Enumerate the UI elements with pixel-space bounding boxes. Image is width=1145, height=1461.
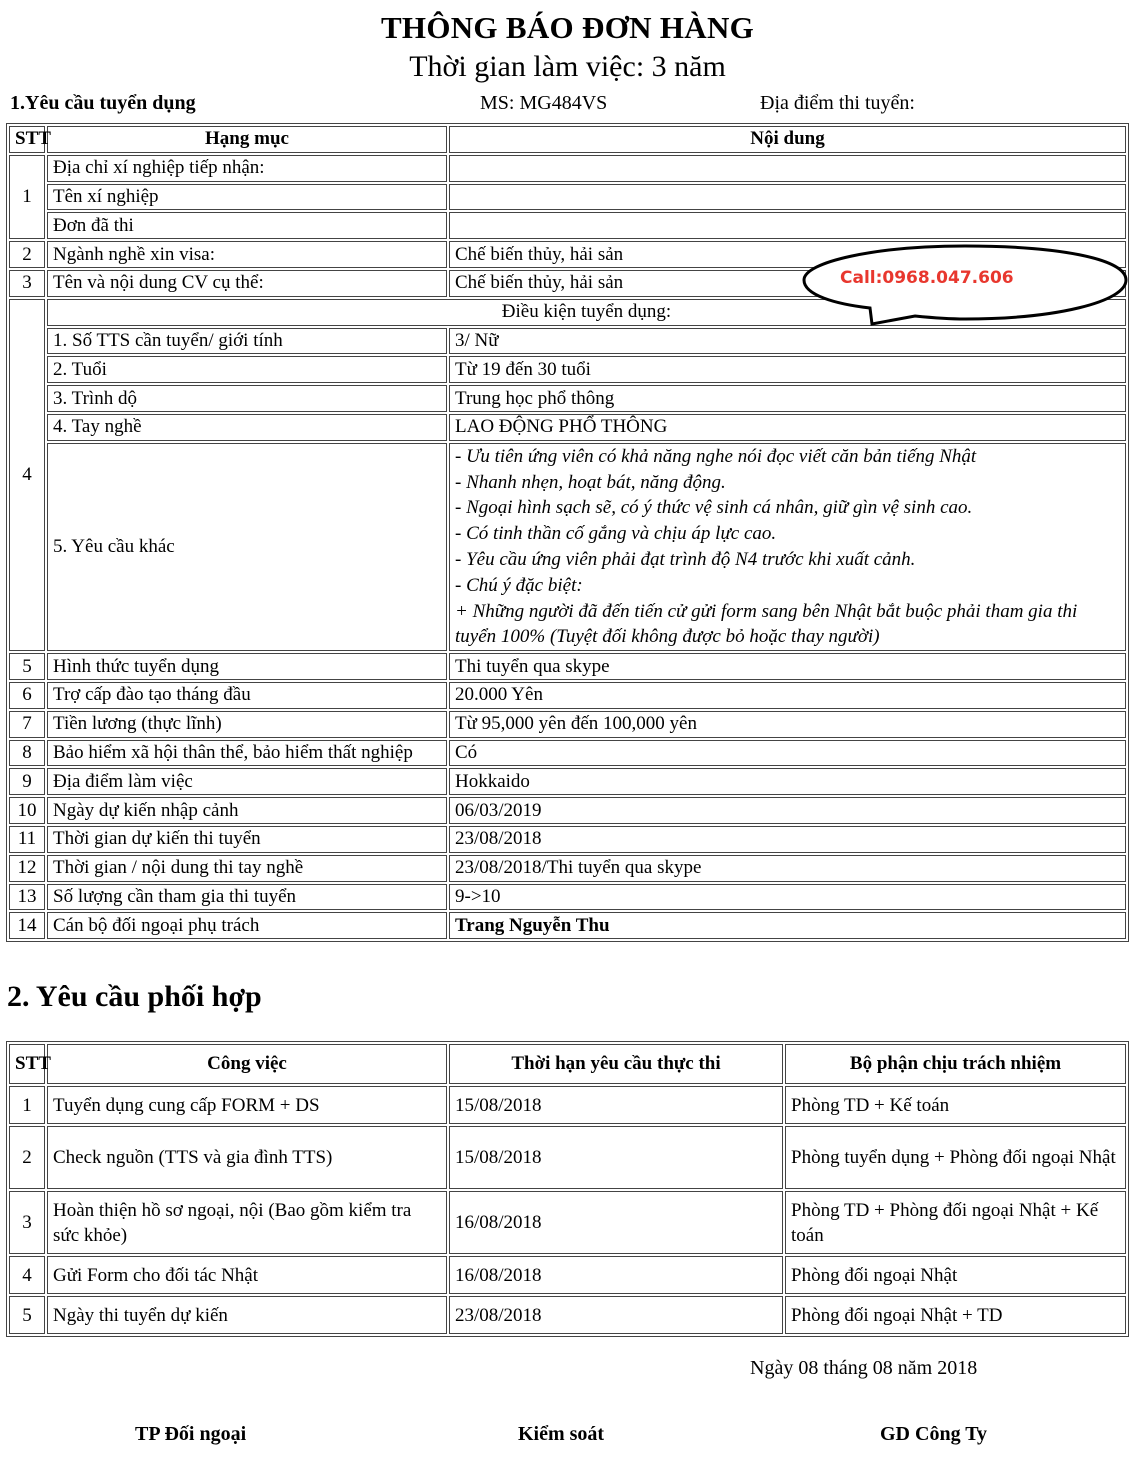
row-number: 10 bbox=[9, 797, 45, 824]
header-task: Công việc bbox=[47, 1044, 447, 1084]
row-content: Hokkaido bbox=[449, 768, 1126, 795]
header-department: Bộ phận chịu trách nhiệm bbox=[785, 1044, 1126, 1084]
row-number: 1 bbox=[9, 1086, 45, 1124]
other-requirements-content bbox=[449, 443, 1126, 651]
header-content: Nội dung bbox=[449, 126, 1126, 153]
row-task: Gửi Form cho đối tác Nhật bbox=[47, 1256, 447, 1294]
table-row bbox=[9, 682, 1126, 709]
row-task: Hoàn thiện hồ sơ ngoại, nội (Bao gồm kiểm tra sức khỏe) bbox=[47, 1191, 447, 1254]
row-content: Có bbox=[449, 740, 1126, 767]
signature-foreign-affairs: TP Đối ngoại bbox=[135, 1423, 247, 1445]
row-number: 2 bbox=[9, 1126, 45, 1189]
requirement-line: - Ưu tiên ứng viên có khả năng nghe nói đọc viết căn bản tiếng Nhật bbox=[455, 445, 977, 467]
row-item: Bảo hiểm xã hội thân thể, bảo hiểm thất nghiệp bbox=[47, 740, 447, 767]
signature-control: Kiểm soát bbox=[518, 1423, 605, 1445]
requirement-line: - Chú ý đặc biệt: bbox=[455, 574, 583, 596]
requirement-line: - Có tinh thần cố gắng và chịu áp lực cao. bbox=[455, 523, 777, 545]
row-item: Trợ cấp đào tạo tháng đầu bbox=[47, 682, 447, 709]
row-content: Trang Nguyễn Thu bbox=[449, 912, 1126, 939]
row-department: Phòng TD + Phòng đối ngoại Nhật + Kế toán bbox=[785, 1191, 1126, 1254]
table-row bbox=[9, 740, 1126, 767]
document-subtitle: Thời gian làm việc: 3 năm bbox=[409, 50, 726, 83]
order-code: MS: MG484VS bbox=[480, 92, 608, 114]
row-number: 2 bbox=[9, 241, 45, 268]
table-row bbox=[9, 1126, 1126, 1189]
requirement-line: + Những người đã đến tiến cử gửi form sang bên Nhật bắt buộc phải tham gia thi tuyển 100% (Tuyệt đối không được bỏ hoặc thay người) bbox=[455, 600, 1078, 648]
table-row bbox=[9, 443, 1126, 651]
row-item: Thời gian / nội dung thi tay nghề bbox=[47, 855, 447, 882]
section-1-heading: 1.Yêu cầu tuyển dụng bbox=[10, 92, 196, 114]
table-row bbox=[9, 1086, 1126, 1124]
row-department: Phòng đối ngoại Nhật bbox=[785, 1256, 1126, 1294]
row-number: 4 bbox=[9, 1256, 45, 1294]
row-number: 11 bbox=[9, 826, 45, 853]
requirement-line: - Yêu cầu ứng viên phải đạt trình độ N4 trước khi xuất cảnh. bbox=[455, 548, 916, 570]
header-stt: STT bbox=[9, 1044, 45, 1084]
table-row bbox=[9, 155, 1126, 182]
row-item: Địa chỉ xí nghiệp tiếp nhận: bbox=[47, 155, 447, 182]
row-number: 6 bbox=[9, 682, 45, 709]
row-item: Tiền lương (thực lĩnh) bbox=[47, 711, 447, 738]
table-row bbox=[9, 826, 1126, 853]
coordination-table bbox=[6, 1041, 1129, 1337]
row-number: 5 bbox=[9, 1296, 45, 1334]
row-task: Check nguồn (TTS và gia đình TTS) bbox=[47, 1126, 447, 1189]
row-number: 14 bbox=[9, 912, 45, 939]
row-task: Tuyển dụng cung cấp FORM + DS bbox=[47, 1086, 447, 1124]
table-header-row bbox=[9, 1044, 1126, 1084]
call-phone-number: Call:0968.047.606 bbox=[840, 268, 1014, 288]
row-department: Phòng tuyển dụng + Phòng đối ngoại Nhật bbox=[785, 1126, 1126, 1189]
row-content: LAO ĐỘNG PHỔ THÔNG bbox=[449, 414, 1126, 441]
row-number: 13 bbox=[9, 884, 45, 911]
requirement-line: - Nhanh nhẹn, hoạt bát, năng động. bbox=[455, 471, 726, 493]
row-number: 8 bbox=[9, 740, 45, 767]
row-item: Tên xí nghiệp bbox=[47, 184, 447, 211]
table-row bbox=[9, 385, 1126, 412]
row-item: 5. Yêu cầu khác bbox=[47, 443, 447, 651]
row-content bbox=[449, 212, 1126, 239]
row-content: 23/08/2018 bbox=[449, 826, 1126, 853]
row-item: 4. Tay nghề bbox=[47, 414, 447, 441]
row-content: Thi tuyển qua skype bbox=[449, 653, 1126, 680]
table-row bbox=[9, 711, 1126, 738]
table-row bbox=[9, 1296, 1126, 1334]
row-item: 2. Tuổi bbox=[47, 356, 447, 383]
table-row bbox=[9, 1191, 1126, 1254]
header-item: Hạng mục bbox=[47, 126, 447, 153]
row-item: 1. Số TTS cần tuyển/ giới tính bbox=[47, 328, 447, 355]
row-item: Địa điểm làm việc bbox=[47, 768, 447, 795]
row-deadline: 16/08/2018 bbox=[449, 1191, 783, 1254]
table-row bbox=[9, 328, 1126, 355]
table-header-row bbox=[9, 126, 1126, 153]
row-item: Số lượng cần tham gia thi tuyển bbox=[47, 884, 447, 911]
row-number: 3 bbox=[9, 270, 45, 297]
table-row bbox=[9, 884, 1126, 911]
row-item: Ngành nghề xin visa: bbox=[47, 241, 447, 268]
section-2-heading: 2. Yêu cầu phối hợp bbox=[7, 980, 262, 1013]
row-number: 3 bbox=[9, 1191, 45, 1254]
row-item: Cán bộ đối ngoại phụ trách bbox=[47, 912, 447, 939]
row-number: 9 bbox=[9, 768, 45, 795]
table-row bbox=[9, 855, 1126, 882]
table-row bbox=[9, 653, 1126, 680]
row-content: Chế biến thủy, hải sản bbox=[449, 270, 1126, 297]
signature-director: GD Công Ty bbox=[880, 1423, 988, 1445]
row-content: 20.000 Yên bbox=[449, 682, 1126, 709]
exam-location-label: Địa điểm thi tuyển: bbox=[760, 92, 915, 114]
row-content: Từ 95,000 yên đến 100,000 yên bbox=[449, 711, 1126, 738]
document-title: THÔNG BÁO ĐƠN HÀNG bbox=[380, 10, 755, 45]
table-row bbox=[9, 356, 1126, 383]
document-date: Ngày 08 tháng 08 năm 2018 bbox=[750, 1357, 978, 1379]
row-department: Phòng đối ngoại Nhật + TD bbox=[785, 1296, 1126, 1334]
row-number: 5 bbox=[9, 653, 45, 680]
row-content bbox=[449, 155, 1126, 182]
row-deadline: 16/08/2018 bbox=[449, 1256, 783, 1294]
row-content: Chế biến thủy, hải sản bbox=[449, 241, 1126, 268]
row-item: Ngày dự kiến nhập cảnh bbox=[47, 797, 447, 824]
header-stt: STT bbox=[9, 126, 45, 153]
row-item: 3. Trình dộ bbox=[47, 385, 447, 412]
header-deadline: Thời hạn yêu cầu thực thi bbox=[449, 1044, 783, 1084]
row-item: Thời gian dự kiến thi tuyển bbox=[47, 826, 447, 853]
row-deadline: 15/08/2018 bbox=[449, 1086, 783, 1124]
table-row bbox=[9, 184, 1126, 211]
row-content: 06/03/2019 bbox=[449, 797, 1126, 824]
table-row bbox=[9, 212, 1126, 239]
row-number: 7 bbox=[9, 711, 45, 738]
table-row bbox=[9, 768, 1126, 795]
row-number: 4 bbox=[9, 299, 45, 651]
row-content: 9->10 bbox=[449, 884, 1126, 911]
row-content: Trung học phổ thông bbox=[449, 385, 1126, 412]
row-item: Tên và nội dung CV cụ thể: bbox=[47, 270, 447, 297]
row-content bbox=[449, 184, 1126, 211]
table-row bbox=[9, 912, 1126, 939]
row-task: Ngày thi tuyển dự kiến bbox=[47, 1296, 447, 1334]
row-number: 1 bbox=[9, 155, 45, 239]
conditions-heading: Điều kiện tuyển dụng: bbox=[47, 299, 1126, 326]
table-row bbox=[9, 1256, 1126, 1294]
row-content: 23/08/2018/Thi tuyển qua skype bbox=[449, 855, 1126, 882]
row-department: Phòng TD + Kế toán bbox=[785, 1086, 1126, 1124]
table-row bbox=[9, 797, 1126, 824]
row-content: Từ 19 đến 30 tuổi bbox=[449, 356, 1126, 383]
row-item: Hình thức tuyển dụng bbox=[47, 653, 447, 680]
row-number: 12 bbox=[9, 855, 45, 882]
row-content: 3/ Nữ bbox=[449, 328, 1126, 355]
requirement-line: - Ngoại hình sạch sẽ, có ý thức vệ sinh cá nhân, giữ gìn vệ sinh cao. bbox=[455, 497, 973, 519]
row-deadline: 15/08/2018 bbox=[449, 1126, 783, 1189]
table-row bbox=[9, 414, 1126, 441]
row-deadline: 23/08/2018 bbox=[449, 1296, 783, 1334]
row-item: Đơn đã thi bbox=[47, 212, 447, 239]
